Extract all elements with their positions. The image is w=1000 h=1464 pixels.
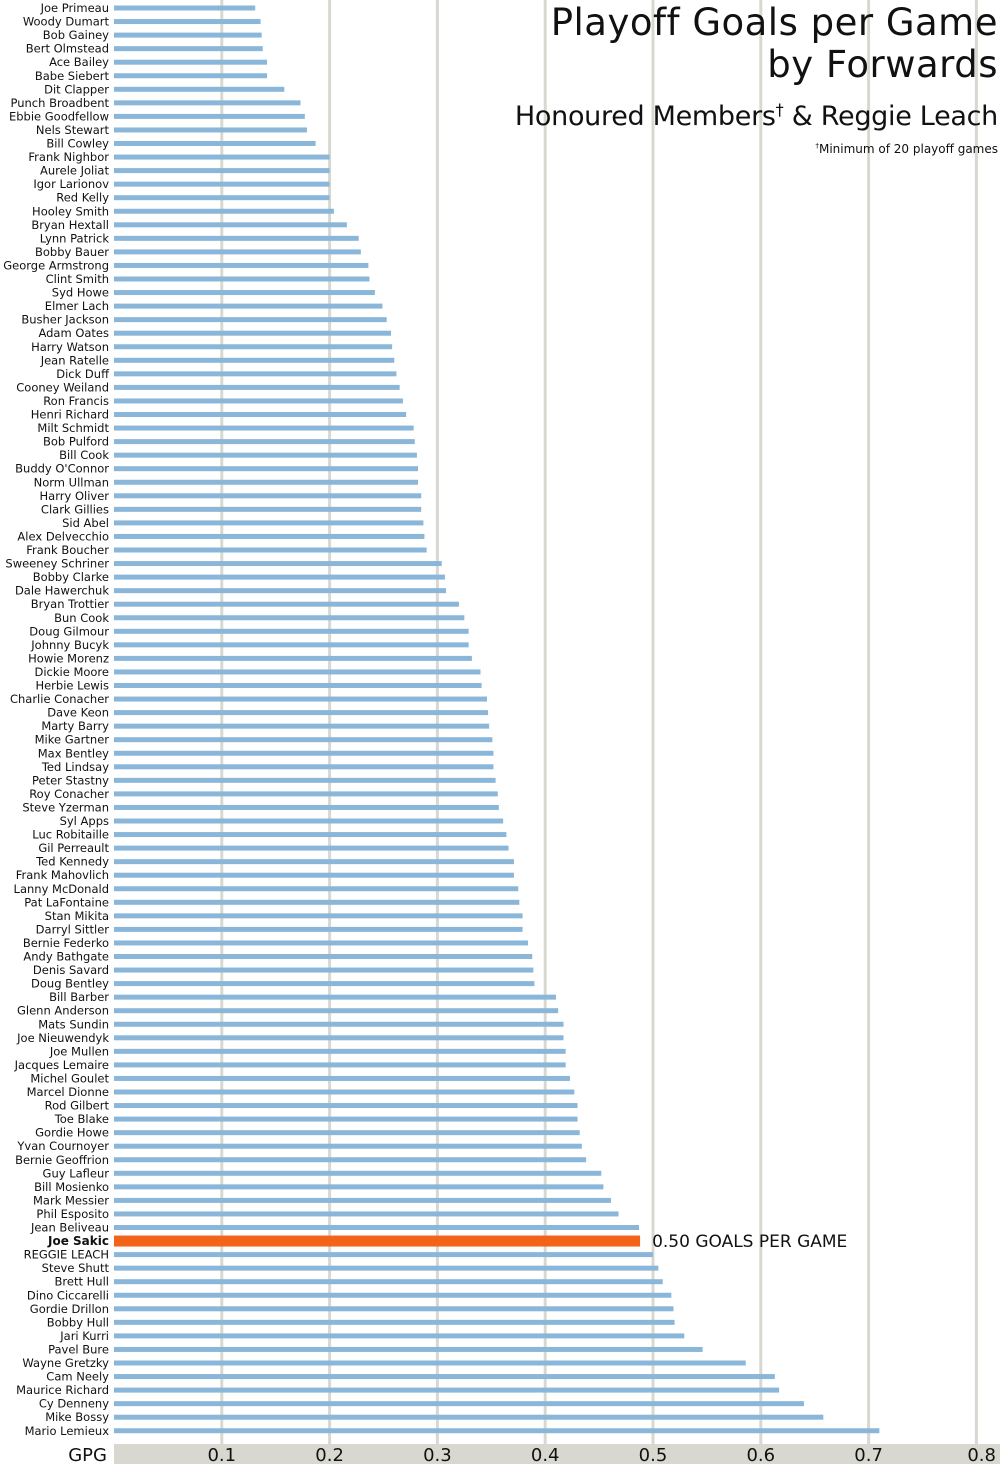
category-label: Syl Apps: [59, 814, 109, 828]
category-label: REGGIE LEACH: [23, 1247, 109, 1262]
bar: [114, 480, 418, 485]
title-block: [515, 0, 998, 156]
category-label: Aurele Joliat: [39, 163, 109, 178]
category-label: Bill Mosienko: [34, 1179, 109, 1194]
bar: [114, 724, 489, 729]
bar: [114, 1211, 619, 1216]
category-label: Ted Kennedy: [36, 854, 109, 869]
bar: [114, 602, 459, 607]
category-label: Dino Ciccarelli: [26, 1288, 109, 1303]
bar: [114, 968, 533, 973]
category-label: Elmer Lach: [44, 299, 109, 314]
bar: [114, 954, 532, 959]
category-label: Babe Siebert: [34, 68, 109, 83]
bar: [114, 263, 368, 268]
bar: [114, 344, 392, 349]
category-label: Dick Duff: [56, 366, 109, 381]
category-label: Denis Savard: [32, 963, 109, 978]
category-label: Woody Dumart: [22, 14, 109, 29]
bar: [114, 1184, 603, 1189]
category-label: Norm Ullman: [33, 475, 109, 490]
category-label: Joe Primeau: [40, 1, 109, 15]
bar: [114, 615, 464, 620]
bar: [114, 913, 523, 918]
category-label: Hooley Smith: [32, 204, 109, 219]
category-label: Milt Schmidt: [37, 421, 109, 436]
category-label: Lanny McDonald: [13, 881, 109, 896]
category-label: Cy Denneny: [38, 1396, 109, 1411]
bar: [114, 1117, 578, 1122]
bar: [114, 588, 446, 593]
category-label: Toe Blake: [54, 1112, 109, 1127]
category-label: Andy Bathgate: [23, 949, 109, 964]
footnote-dagger: †: [815, 141, 819, 150]
tick-label: 0.8: [967, 1445, 996, 1464]
bar: [114, 1035, 564, 1040]
category-label: Buddy O'Connor: [15, 461, 109, 476]
bar: [114, 520, 423, 525]
bar: [114, 1076, 570, 1081]
bar: [114, 1306, 673, 1311]
category-label: Phil Esposito: [36, 1206, 109, 1221]
category-label: Bobby Bauer: [34, 244, 109, 259]
bar: [114, 548, 427, 553]
bar: [114, 819, 503, 824]
bar: [114, 764, 493, 769]
category-label: Charlie Conacher: [9, 692, 109, 707]
category-label: Alex Delvecchio: [17, 529, 109, 544]
footnote-text: Minimum of 20 playoff games: [818, 142, 998, 156]
bar: [114, 290, 375, 295]
tick-label: 0.3: [423, 1445, 452, 1464]
tick-label: 0.2: [315, 1445, 344, 1464]
category-label: Bryan Hextall: [31, 217, 109, 232]
category-label: Red Kelly: [56, 190, 109, 205]
category-label: Steve Yzerman: [22, 800, 109, 815]
bar: [114, 629, 469, 634]
footnote: [515, 142, 998, 156]
bar: [114, 398, 403, 403]
category-label: Jacques Lemaire: [14, 1057, 109, 1072]
bar: [114, 1279, 663, 1284]
category-labels: [3, 1, 847, 1438]
category-label: Guy Lafleur: [42, 1166, 109, 1181]
category-label: Punch Broadbent: [10, 95, 109, 110]
bar: [114, 575, 445, 580]
bar: [114, 141, 316, 146]
category-label: Sweeney Schriner: [5, 556, 109, 571]
category-label: Howie Morenz: [28, 651, 109, 666]
category-label: Luc Robitaille: [32, 827, 109, 842]
bar: [114, 87, 284, 92]
category-label: Bun Cook: [54, 610, 109, 625]
category-label: Brett Hull: [54, 1274, 109, 1289]
category-label: Peter Stastny: [31, 773, 109, 788]
bar: [114, 493, 421, 498]
category-label: Bill Barber: [49, 990, 109, 1005]
chart-title-line1: Playoff Goals per Game: [550, 1, 998, 44]
category-label: Marcel Dionne: [26, 1085, 109, 1099]
category-label: Doug Gilmour: [29, 624, 109, 639]
bar: [114, 561, 442, 566]
category-label: Bob Gainey: [42, 28, 109, 43]
category-label: Joe Mullen: [49, 1044, 109, 1059]
bar: [114, 168, 330, 173]
category-label: Gil Perreault: [38, 841, 109, 856]
category-label: Henri Richard: [30, 407, 109, 422]
category-label: Bernie Geoffrion: [15, 1152, 109, 1167]
bar: [114, 1320, 675, 1325]
bar: [114, 114, 305, 119]
bar: [114, 778, 496, 783]
category-label: Igor Larionov: [33, 177, 109, 192]
category-label: Mike Gartner: [34, 732, 109, 747]
bar: [114, 507, 421, 512]
category-label: Dickie Moore: [34, 664, 109, 679]
category-label: Roy Conacher: [29, 786, 109, 801]
bar: [114, 209, 334, 214]
tick-label: 0.7: [854, 1445, 883, 1464]
category-label: Mats Sundin: [38, 1017, 109, 1032]
bar: [114, 859, 514, 864]
category-label: Harry Watson: [31, 339, 109, 354]
category-label: Ace Bailey: [49, 55, 109, 70]
category-label: Jean Ratelle: [40, 353, 109, 368]
bar: [114, 277, 369, 282]
category-label: Bert Olmstead: [25, 41, 109, 56]
category-label: Gordie Howe: [35, 1125, 109, 1140]
category-label: Herbie Lewis: [35, 678, 109, 693]
category-label: Clark Gillies: [40, 502, 109, 517]
bar: [114, 900, 519, 905]
bar: [114, 73, 267, 78]
bar: [114, 412, 406, 417]
category-label: Mark Messier: [33, 1193, 109, 1208]
bar: [114, 927, 523, 932]
bar: [114, 1374, 775, 1379]
bar: [114, 886, 518, 891]
bar: [114, 1236, 640, 1247]
subtitle-text: Honoured Members: [514, 101, 776, 132]
bar: [114, 236, 359, 241]
category-label: Bobby Hull: [46, 1315, 109, 1330]
bar: [114, 304, 382, 309]
category-label: Frank Nighbor: [28, 150, 109, 165]
bar: [114, 697, 487, 702]
bar: [114, 1022, 564, 1027]
bar: [114, 331, 391, 336]
category-label: Joe Sakic: [48, 1234, 109, 1249]
category-label: Jean Beliveau: [30, 1220, 109, 1235]
bar: [114, 1428, 879, 1433]
category-label: George Armstrong: [3, 258, 109, 273]
bar: [114, 46, 263, 51]
bar: [114, 1401, 804, 1406]
bar: [114, 6, 255, 11]
bar: [114, 683, 482, 688]
bar: [114, 791, 498, 796]
tick-label: 0.5: [638, 1445, 668, 1464]
bar: [114, 222, 347, 227]
bar: [114, 642, 469, 647]
bar: [114, 1130, 580, 1135]
category-label: Bobby Clarke: [32, 570, 109, 585]
bar: [114, 1361, 746, 1366]
category-label: Cam Neely: [46, 1369, 109, 1384]
category-label: Mario Lemieux: [24, 1423, 109, 1438]
category-label: Bill Cook: [59, 448, 109, 463]
bar: [114, 466, 418, 471]
category-label: Pavel Bure: [48, 1342, 109, 1357]
bar: [114, 1062, 566, 1067]
category-label: Maurice Richard: [16, 1383, 109, 1398]
bar: [114, 33, 262, 38]
bar: [114, 1157, 586, 1162]
category-label: Marty Barry: [41, 719, 109, 734]
bar: [114, 182, 330, 187]
category-label: Jari Kurri: [60, 1328, 109, 1343]
bar: [114, 60, 267, 65]
bar: [114, 1090, 574, 1095]
bar: [114, 1049, 566, 1054]
category-label: Glenn Anderson: [17, 1003, 109, 1018]
category-label: Clint Smith: [45, 272, 109, 286]
bar: [114, 710, 488, 715]
chart-title-line2: by Forwards: [767, 43, 998, 86]
bar: [114, 737, 492, 742]
bar: [114, 995, 556, 1000]
bar: [114, 1198, 611, 1203]
bar: [114, 426, 414, 431]
x-axis: [68, 1444, 1000, 1464]
category-label: Nels Stewart: [35, 122, 109, 137]
bar: [114, 155, 330, 160]
category-label: Johnny Bucyk: [31, 637, 109, 652]
category-label: Frank Mahovlich: [15, 868, 109, 883]
category-label: Cooney Weiland: [16, 380, 109, 395]
category-label: Sid Abel: [62, 515, 109, 530]
bar: [114, 940, 528, 945]
tick-label: 0.4: [530, 1445, 560, 1464]
category-label: Bill Cowley: [46, 136, 109, 151]
category-label: Wayne Gretzky: [22, 1356, 109, 1370]
category-label: Ron Francis: [43, 393, 109, 408]
bar: [114, 453, 417, 458]
bar: [114, 1388, 779, 1393]
category-label: Pat LaFontaine: [24, 895, 109, 910]
tick-label: 0.6: [746, 1445, 776, 1464]
bar: [114, 1008, 558, 1013]
category-label: Gordie Drillon: [29, 1301, 109, 1316]
bar: [114, 846, 509, 851]
bar: [114, 249, 361, 254]
category-label: Darryl Sittler: [35, 922, 109, 937]
x-axis-label: GPG: [68, 1445, 107, 1464]
category-label: Bryan Trottier: [30, 597, 109, 612]
category-label: Stan Mikita: [44, 908, 109, 923]
category-label: Dale Hawerchuk: [14, 583, 109, 598]
bar: [114, 1144, 582, 1149]
category-label: Joe Nieuwendyk: [17, 1030, 109, 1045]
bar: [114, 1252, 653, 1257]
bar: [114, 832, 506, 837]
bars: [114, 6, 879, 1434]
bar: [114, 981, 534, 986]
bar: [114, 19, 261, 24]
bar: [114, 534, 424, 539]
bar: [114, 1171, 601, 1176]
bar: [114, 100, 300, 105]
bar: [114, 385, 400, 390]
category-label: Busher Jackson: [21, 312, 109, 327]
category-label: Bob Pulford: [42, 434, 109, 449]
category-label: Ted Lindsay: [41, 759, 109, 774]
bar: [114, 317, 387, 322]
category-label: Dave Keon: [47, 705, 109, 720]
category-label: Harry Oliver: [39, 488, 109, 503]
category-label: Michel Goulet: [30, 1071, 109, 1086]
bar: [114, 1333, 684, 1338]
highlight-annotation: 0.50 GOALS PER GAME: [652, 1232, 848, 1253]
category-label: Mike Bossy: [45, 1410, 109, 1425]
bar: [114, 1103, 578, 1108]
subtitle-dagger: †: [775, 100, 784, 119]
bar: [114, 805, 499, 810]
category-label: Yvan Cournoyer: [17, 1139, 109, 1154]
category-label: Bernie Federko: [22, 935, 109, 950]
bar: [114, 1225, 639, 1230]
subtitle-rest: & Reggie Leach: [783, 101, 998, 132]
bar: [114, 358, 394, 363]
chart-subtitle: [515, 100, 998, 134]
category-label: Frank Boucher: [26, 543, 109, 557]
category-label: Max Bentley: [37, 746, 109, 761]
category-label: Steve Shutt: [41, 1261, 109, 1276]
bar: [114, 439, 415, 444]
category-label: Syd Howe: [51, 285, 109, 300]
category-label: Dit Clapper: [44, 82, 109, 97]
bar: [114, 371, 396, 376]
bar: [114, 1266, 658, 1271]
category-label: Adam Oates: [38, 326, 109, 341]
category-label: Ebbie Goodfellow: [8, 109, 109, 124]
category-label: Lynn Patrick: [39, 231, 109, 246]
bar: [114, 195, 330, 200]
tick-label: 0.1: [207, 1445, 237, 1464]
category-label: Rod Gilbert: [44, 1098, 109, 1113]
bar: [114, 127, 307, 132]
bar: [114, 751, 493, 756]
bar: [114, 1415, 823, 1420]
bar: [114, 656, 472, 661]
bar: [114, 1293, 671, 1298]
category-label: Doug Bentley: [31, 976, 109, 991]
bar: [114, 669, 481, 674]
bar: [114, 873, 514, 878]
bar: [114, 1347, 703, 1352]
